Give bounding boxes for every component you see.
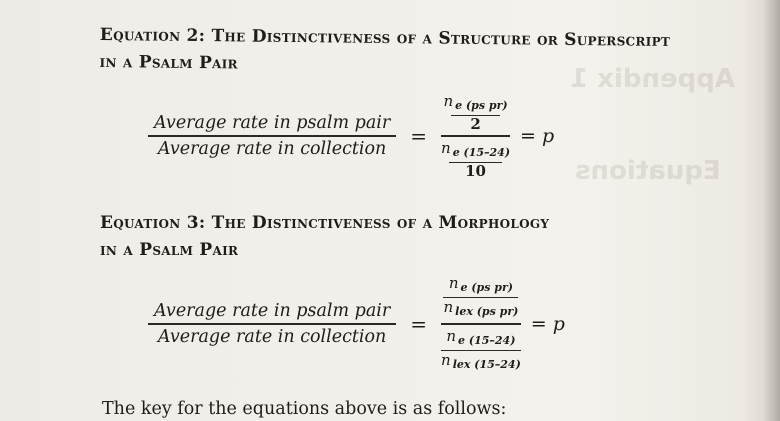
equation-3-title: Equation 3: The Distinctiveness of a Morphology in a Psalm Pair [100,213,550,260]
equals-sign: = [410,312,428,337]
equation-2-title: Equation 2: The Distinctiveness of a Structure or Superscript in a Psalm Pair [99,24,671,74]
bleed-through-text: Appendix 1 [570,64,735,94]
key-intro-text: The key for the equations above is as follows: [102,399,507,419]
eq3-lhs-denominator: Average rate in collection [157,326,387,347]
eq2-lhs-fraction [148,111,396,161]
eq2-rhs-denominator: $\frac{n _{e (15-24)}}{10}$ [441,138,511,181]
eq3-lhs-numerator: Average rate in psalm pair [154,301,391,322]
eq3-rhs-fraction [441,274,521,374]
equation-2 [148,92,554,180]
eq2-lhs-denominator: Average rate in collection [157,138,387,159]
equation-result: = p [520,125,555,148]
fraction-bar [441,323,521,325]
equation-result: = p [530,313,565,336]
fraction-bar [441,135,510,137]
eq2-rhs-fraction [441,92,510,180]
eq3-rhs-denominator: $\frac{n _{e (15-24)}}{n _{lex (15-24)}}$ [441,326,521,372]
eq3-rhs-numerator: $\frac{n _{e (ps pr)}}{n _{lex (ps pr)}}$ [443,274,519,319]
eq2-rhs-numerator: $\frac{n _{e (ps pr)}}{2}$ [443,92,508,134]
equation-3 [148,274,565,374]
equals-sign: = [410,124,428,149]
eq3-lhs-fraction [148,299,396,349]
page-edge-shadow [742,0,780,421]
eq2-lhs-numerator: Average rate in psalm pair [154,113,391,134]
bleed-through-text: Equations [575,156,721,186]
